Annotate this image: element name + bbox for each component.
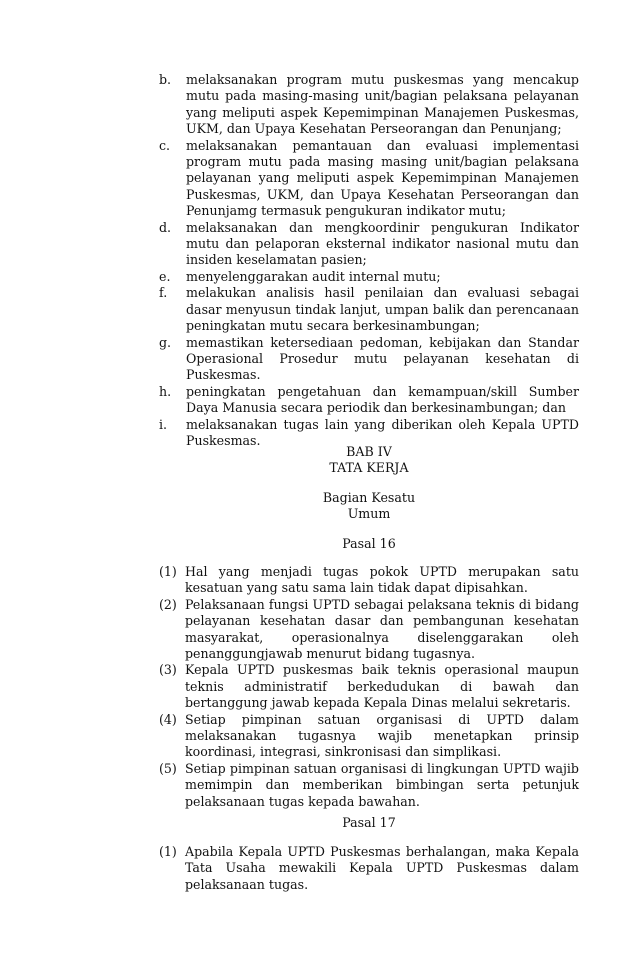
- list-marker: c.: [159, 137, 171, 153]
- list-text: melaksanakan program mutu puskesmas yang mencakup mutu pada masing-masing unit/bagian pelaksana pelayanan yang meliputi aspek Kepemimpinan Manajemen Puskesmas, UKM, dan Upaya Kesehatan Perseorangan dan Penunjang;: [186, 72, 579, 137]
- pasal-17-list: [159, 844, 579, 893]
- list-item-b: [159, 72, 579, 138]
- list-marker: (2): [159, 596, 177, 612]
- pasal-16-list: [159, 564, 579, 810]
- list-text: melaksanakan dan mengkoordinir pengukuran Indikator mutu dan pelaporan eksternal indikator nasional mutu dan insiden keselamatan pasien;: [186, 219, 579, 268]
- list-text: melaksanakan tugas lain yang diberikan oleh Kepala UPTD Puskesmas.: [186, 416, 579, 448]
- list-marker: (1): [159, 844, 177, 859]
- list-marker: i.: [159, 416, 168, 432]
- list-marker: (1): [159, 564, 177, 579]
- list-text: menyelenggarakan audit internal mutu;: [186, 268, 441, 284]
- list-text: melakukan analisis hasil penilaian dan evaluasi sebagai dasar menyusun tindak lanjut, umpan balik dan perencanaan peningkatan mutu secara berkesinambungan;: [186, 285, 579, 334]
- pasal-17-heading: Pasal 17: [342, 815, 396, 830]
- pasal-16-item-1: [159, 564, 579, 597]
- list-marker: e.: [159, 268, 171, 284]
- list-marker: h.: [159, 383, 172, 399]
- list-item-d: [159, 220, 579, 269]
- list-marker: d.: [159, 219, 172, 235]
- list-text: Setiap pimpinan satuan organisasi di lingkungan UPTD wajib memimpin dan memberikan bimbingan serta petunjuk pelaksanaan tugas kepada bawahan.: [185, 760, 579, 809]
- list-marker: (4): [159, 711, 177, 727]
- list-text: Kepala UPTD puskesmas baik teknis operasional maupun teknis administratif berkedudukan di bawah dan bertanggung jawab kepada Kepala Dinas melalui sekretaris.: [185, 662, 579, 711]
- section-subtitle: Umum: [347, 506, 391, 521]
- list-text: Pelaksanaan fungsi UPTD sebagai pelaksana teknis di bidang pelayanan kesehatan dasar dan pembangunan kesehatan masyarakat, operasionalnya diselenggarakan oleh penanggungjawab menurut bidang tugasnya.: [185, 596, 579, 662]
- list-marker: (5): [159, 760, 177, 776]
- list-marker: b.: [159, 72, 172, 87]
- list-marker: g.: [159, 334, 172, 350]
- list-text: Hal yang menjadi tugas pokok UPTD merupakan satu kesatuan yang satu sama lain tidak dapat dipisahkan.: [185, 564, 579, 596]
- list-item-g: [159, 335, 579, 384]
- list-text: peningkatan pengetahuan dan kemampuan/skill Sumber Daya Manusia secara periodik dan berkesinambungan; dan: [186, 383, 579, 416]
- list-text: Setiap pimpinan satuan organisasi di UPTD dalam melaksanakan tugasnya wajib menetapkan prinsip koordinasi, integrasi, sinkronisasi dan simplikasi.: [185, 711, 579, 760]
- pasal-16-item-4: [159, 712, 579, 761]
- chapter-title: TATA KERJA: [329, 460, 409, 475]
- list-item-f: [159, 285, 579, 334]
- pasal-16-heading: Pasal 16: [342, 536, 396, 551]
- list-marker: (3): [159, 662, 177, 678]
- chapter-number: BAB IV: [346, 444, 392, 459]
- list-item-c: [159, 138, 579, 220]
- pasal-16-item-2: [159, 597, 579, 663]
- list-item-e: [159, 269, 579, 285]
- list-text: melaksanakan pemantauan dan evaluasi implementasi program mutu pada masing masing unit/bagian pelaksana pelayanan yang meliputi aspek Kepemimpinan Manajemen Puskesmas, UKM, dan Upaya Kesehatan Perseorangan dan Penunjamg termasuk pengukuran indikator mutu;: [186, 137, 579, 219]
- list-text: Apabila Kepala UPTD Puskesmas berhalangan, maka Kepala Tata Usaha mewakili Kepala UPTD Puskesmas dalam pelaksanaan tugas.: [185, 844, 579, 892]
- section-title: Bagian Kesatu: [322, 490, 416, 505]
- list-item-h: [159, 384, 579, 417]
- pasal-16-item-5: [159, 761, 579, 810]
- task-list-continued: [159, 72, 579, 449]
- list-marker: f.: [159, 285, 168, 301]
- pasal-17-item-1: [159, 844, 579, 893]
- pasal-16-item-3: [159, 662, 579, 711]
- list-text: memastikan ketersediaan pedoman, kebijakan dan Standar Operasional Prosedur mutu pelayanan kesehatan di Puskesmas.: [186, 334, 579, 383]
